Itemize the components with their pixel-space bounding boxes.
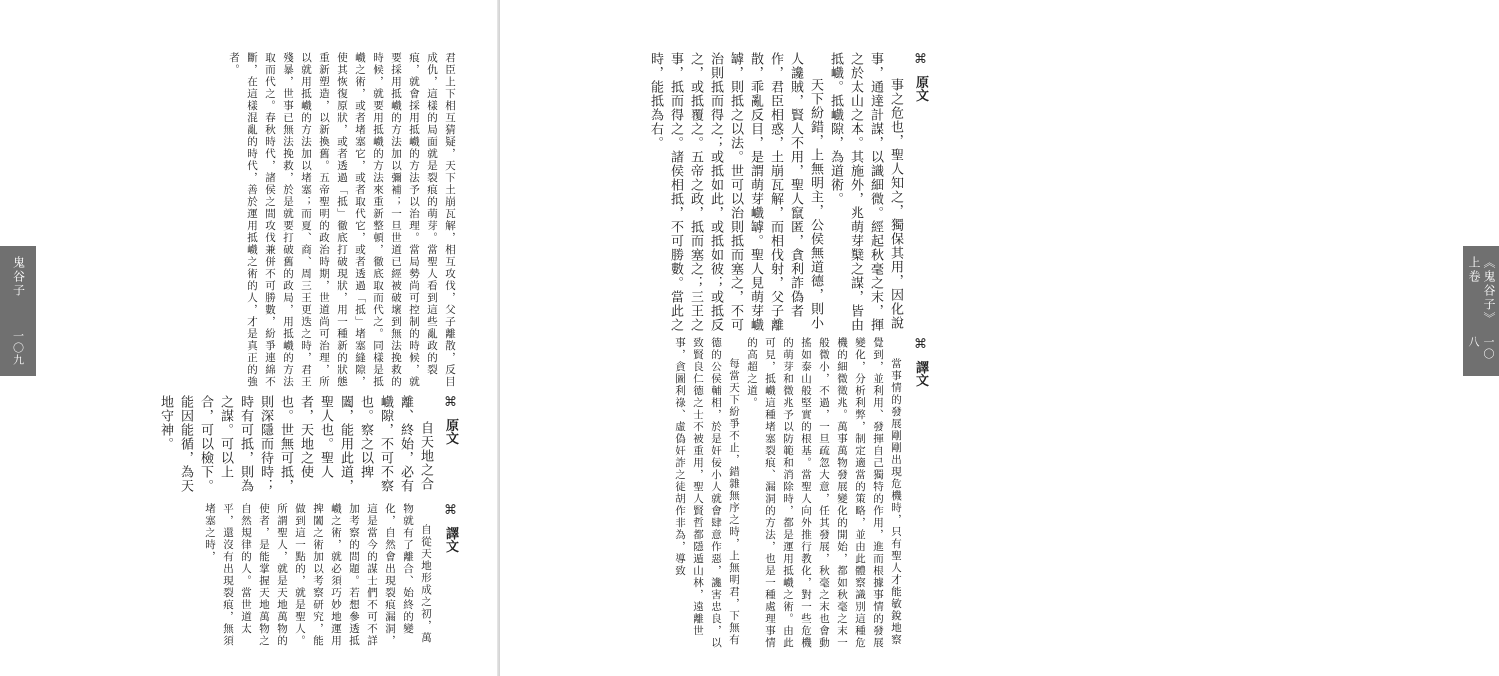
section-heading-original: ⌘ 原文: [443, 394, 458, 445]
clover-ornament-icon: ⌘: [443, 394, 458, 410]
section-heading-translation: ⌘ 譯文: [443, 502, 458, 553]
clover-ornament-icon: ⌘: [913, 52, 928, 67]
left-text-column: [139, 52, 459, 652]
left-page: [0, 0, 499, 676]
original-text-section-2: [155, 395, 459, 503]
translation-section-1: [645, 337, 929, 652]
section-heading-original: ⌘ 原文: [913, 52, 928, 102]
left-page-number: 一〇九: [11, 330, 25, 366]
right-tab-book-title: 《鬼谷子》上卷: [1467, 256, 1496, 326]
left-chapter-tab: [0, 246, 36, 376]
original-paragraph: 事之危也，聖人知之，獨保其用，因化說事，通達計謀，以識細微。經起秋毫之末，揮之於太山之本。其施外，兆萌芽櫱之謀，皆由抵巇。抵巇隙，為道術。: [828, 52, 903, 332]
translation-paragraph: 當事情的發展剛剛出現危機時，只有聖人才能敏銳地察覺到，並利用、發揮自己獨特的作用，進而根據事情的發展變化，分析利弊，制定適當的策略，並由此體察識別這種危機的細微徵兆。萬事萬物發展變化的開始，都如秋毫之末一般微小，不過，一旦疏忽大意，任其發展，秋毫之末也會動搖如泰山般堅實的根基。當聖人向外推行教化，對一些危機的萌芽和微兆予以防範和消除時，都是運用抵巇之術。由此可見，抵巇這種堵塞裂痕、漏洞的方法，也是一種處理事情的高超之道。: [746, 337, 902, 650]
clover-ornament-icon: ⌘: [443, 502, 458, 518]
translation-section-2: [155, 503, 459, 652]
original-text-section-1: [645, 52, 929, 337]
right-page-number: 一〇八: [1467, 336, 1495, 361]
left-tab-book-title: 鬼谷子: [11, 256, 26, 298]
original-paragraph: 自天地之合離、終始，必有巇隙，不可不察也。察之以捭闔，能用此道，聖人也。聖人者，天地之使也。世無可抵，則深隱而待時；時有可抵，則為之謀。可以上合，可以檢下。能因能循，為天地守神。: [158, 394, 433, 493]
translation-paragraph: 自從天地形成之初，萬物就有了離合、始終的變化，自然會出現裂痕漏洞，這是當今的謀士們不可不詳加考察的問題。若想參透抵巇之術，就必須巧妙地運用捭闔之術加以考察研究，能做到這一點的，就是聖人。所謂聖人，就是天地萬物的使者，是能掌握天地萬物之自然規律的人。當世道太平，還沒有出現裂痕，無須堵塞之時，: [204, 502, 432, 647]
section-heading-translation: ⌘ 譯文: [913, 337, 928, 387]
right-chapter-tab: [1463, 246, 1499, 376]
right-page: [500, 0, 1496, 676]
translation-continued-section: [155, 52, 459, 395]
clover-ornament-icon: ⌘: [913, 337, 928, 353]
right-text-column: [629, 52, 929, 652]
translation-paragraph: 每當天下紛爭不止，錯雜無序之時，上無明君，下無有德的公侯輔相，於是奸佞小人就會肆意作惡，讒害忠良，以致賢良仁德之士不被重用，聖人賢哲都隱遁山林，遠離世事，貪圖利祿、虛偽奸詐之徒胡作非為，導致: [674, 337, 740, 650]
original-paragraph: 天下紛錯，上無明主，公侯無道德，則小人讒賊，賢人不用，聖人竄匿，貪利詐偽者作，君臣相惑，土崩瓦解，而相伐射，父子離散，乖亂反目，是謂萌芽巇罅。聖人見萌芽巇罅，則抵之以法。世可以治則抵而塞之，不可治則抵而得之；或抵如此，或抵如彼；或抵反之，或抵覆之。五帝之政，抵而塞之；三王之事，抵而得之。諸侯相抵，不可勝數。當此之時，能抵為右。: [648, 52, 823, 332]
translation-paragraph: 君臣上下相互猜疑，天下土崩瓦解，相互攻伐，父子離散，反目成仇，這樣的局面就是裂痕的萌芽。當聖人看到這些亂政的裂痕，就會採用抵巇的方法予以治理。當局勢尚可控制的時候，就要採用抵巇的方法加以彌補；一旦世道已經被破壞到無法挽救的時候，就要用抵巇的方法來重新整頓，徹底取而代之。同樣是抵巇之術，或者堵塞它，或者取代它，或者透過「抵」堵塞縫隙，使其恢復原狀，或者透過「抵」徹底打破現狀，用一種新的狀態重新塑造，以新換舊。五帝聖明的政治時期，世道尚可治理，所以就用抵巇的方法加以堵塞；而夏、商、周三王更迭之時，君王殘暴，世事已無法挽救，於是就要打破舊的政局，用抵巇的方法取而代之。春秋時代，諸侯之間攻伐兼併不可勝數，紛爭連綿不斷，在這樣混亂的時代，善於運用抵巇之術的人，才是真正的強者。: [228, 52, 456, 388]
